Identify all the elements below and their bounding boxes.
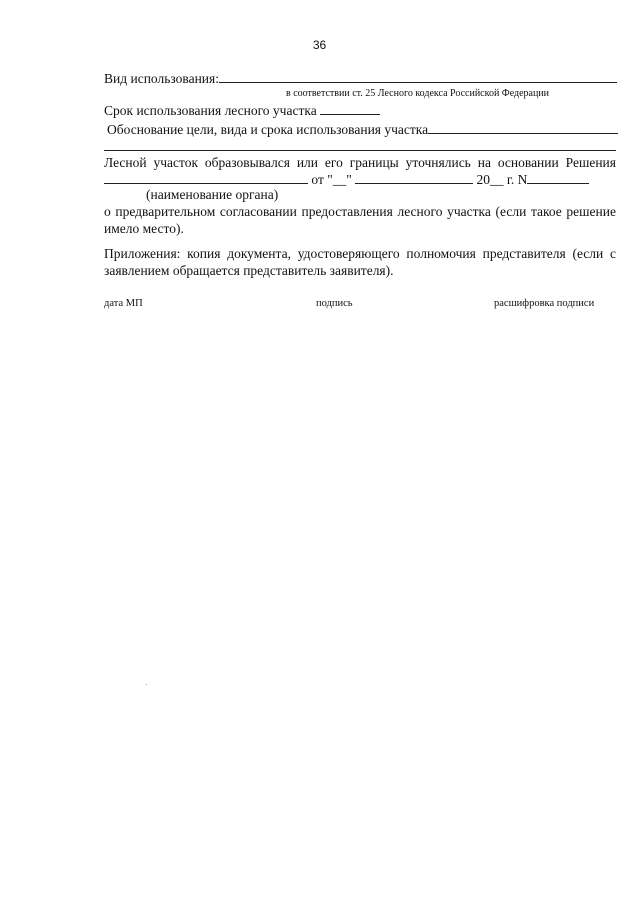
usage-type-label: Вид использования: bbox=[104, 71, 219, 86]
authority-blank bbox=[104, 171, 308, 184]
justification-blank bbox=[428, 121, 618, 134]
usage-type-row bbox=[104, 70, 616, 87]
justification-row bbox=[107, 121, 616, 138]
justification-blank-line bbox=[104, 150, 616, 151]
approval-text-line2: имело место). bbox=[104, 221, 184, 236]
from-label: от "__" bbox=[311, 172, 352, 187]
page-number: 36 bbox=[312, 38, 327, 52]
justification-label: Обоснование цели, вида и срока использования участка bbox=[107, 122, 429, 137]
term-label: Срок использования лесного участка bbox=[104, 103, 317, 118]
attachments-text-line1: Приложения: копия документа, удостоверяющего полномочия представителя (если с bbox=[104, 246, 616, 261]
authority-note: (наименование органа) bbox=[146, 187, 279, 202]
approval-text-line1: о предварительном согласовании предоставления лесного участка (если такое решение bbox=[104, 204, 616, 219]
usage-type-note: в соответствии ст. 25 Лесного кодекса Российской Федерации bbox=[286, 88, 550, 99]
signature-label: подпись bbox=[316, 298, 353, 309]
scan-speck bbox=[146, 684, 147, 685]
usage-type-blank bbox=[219, 70, 617, 83]
parcel-text: Лесной участок образовывался или его границы уточнялись на основании Решения bbox=[104, 155, 616, 170]
term-blank bbox=[320, 102, 380, 115]
term-row bbox=[104, 102, 616, 119]
signature-decoding-label: расшифровка подписи bbox=[494, 298, 595, 309]
attachments-text-line2: заявлением обращается представитель заявителя). bbox=[104, 263, 394, 278]
number-blank bbox=[527, 171, 589, 184]
year-label: 20__ bbox=[476, 172, 504, 187]
date-blank bbox=[355, 171, 473, 184]
date-mp-label: дата МП bbox=[104, 298, 143, 309]
number-label: г. N bbox=[506, 172, 528, 187]
